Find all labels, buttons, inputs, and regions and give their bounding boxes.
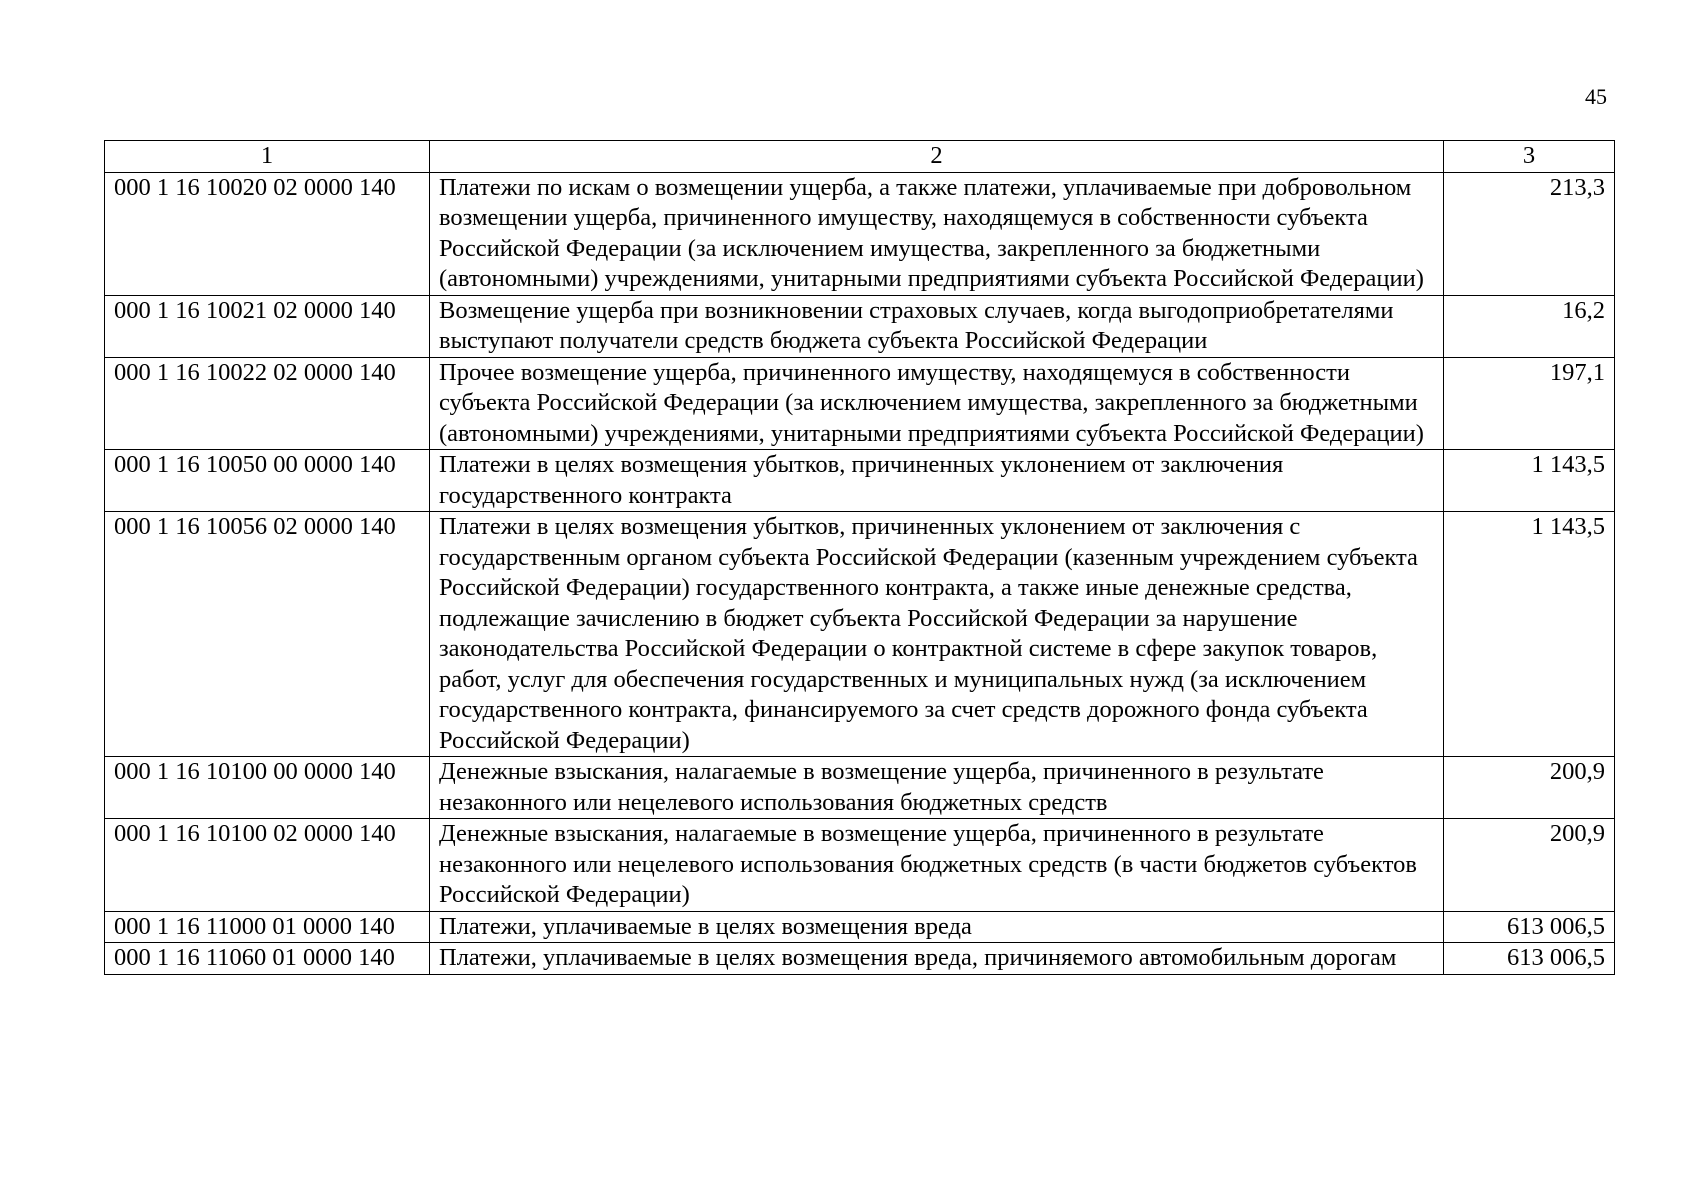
row-value: 1 143,5 <box>1444 450 1615 512</box>
row-code: 000 1 16 11060 01 0000 140 <box>105 943 430 975</box>
table-row <box>105 357 1615 450</box>
row-code: 000 1 16 10100 00 0000 140 <box>105 757 430 819</box>
row-name: Возмещение ущерба при возникновении страховых случаев, когда выгодоприобретателями выступают получатели средств бюджета субъекта Российской Федерации <box>430 295 1444 357</box>
row-value: 613 006,5 <box>1444 911 1615 943</box>
row-name: Платежи, уплачиваемые в целях возмещения вреда, причиняемого автомобильным дорогам <box>430 943 1444 975</box>
row-value: 16,2 <box>1444 295 1615 357</box>
column-header-code: 1 <box>105 141 430 173</box>
table-row <box>105 295 1615 357</box>
column-header-value: 3 <box>1444 141 1615 173</box>
row-value: 1 143,5 <box>1444 512 1615 757</box>
row-code: 000 1 16 10050 00 0000 140 <box>105 450 430 512</box>
column-header-name: 2 <box>430 141 1444 173</box>
row-value: 200,9 <box>1444 757 1615 819</box>
row-code: 000 1 16 10100 02 0000 140 <box>105 819 430 912</box>
table-row <box>105 172 1615 295</box>
row-name: Платежи по искам о возмещении ущерба, а также платежи, уплачиваемые при добровольном возмещении ущерба, причиненного имуществу, находящемуся в собственности субъекта Российской Федерации (за исключением имущества, закрепленного за бюджетными (автономными) учреждениями, унитарными предприятиями субъекта Российской Федерации) <box>430 172 1444 295</box>
row-name: Денежные взыскания, налагаемые в возмещение ущерба, причиненного в результате незаконного или нецелевого использования бюджетных средств <box>430 757 1444 819</box>
row-code: 000 1 16 11000 01 0000 140 <box>105 911 430 943</box>
table-row <box>105 911 1615 943</box>
row-name: Прочее возмещение ущерба, причиненного имуществу, находящемуся в собственности субъекта Российской Федерации (за исключением имущества, закрепленного за бюджетными (автономными) учреждениями, унитарными предприятиями субъекта Российской Федерации) <box>430 357 1444 450</box>
table-row <box>105 943 1615 975</box>
row-value: 613 006,5 <box>1444 943 1615 975</box>
row-code: 000 1 16 10020 02 0000 140 <box>105 172 430 295</box>
row-code: 000 1 16 10056 02 0000 140 <box>105 512 430 757</box>
table-row <box>105 757 1615 819</box>
row-code: 000 1 16 10022 02 0000 140 <box>105 357 430 450</box>
table-header-row <box>105 141 1615 173</box>
table-row <box>105 450 1615 512</box>
row-name: Денежные взыскания, налагаемые в возмещение ущерба, причиненного в результате незаконного или нецелевого использования бюджетных средств (в части бюджетов субъектов Российской Федерации) <box>430 819 1444 912</box>
table-row <box>105 512 1615 757</box>
row-value: 197,1 <box>1444 357 1615 450</box>
row-name: Платежи в целях возмещения убытков, причиненных уклонением от заключения государственного контракта <box>430 450 1444 512</box>
row-value: 200,9 <box>1444 819 1615 912</box>
row-name: Платежи, уплачиваемые в целях возмещения вреда <box>430 911 1444 943</box>
row-value: 213,3 <box>1444 172 1615 295</box>
page-number: 45 <box>1585 84 1607 109</box>
table-row <box>105 819 1615 912</box>
row-name: Платежи в целях возмещения убытков, причиненных уклонением от заключения с государственным органом субъекта Российской Федерации (казенным учреждением субъекта Российской Федерации) государственного контракта, а также иные денежные средства, подлежащие зачислению в бюджет субъекта Российской Федерации за нарушение законодательства Российской Федерации о контрактной системе в сфере закупок товаров, работ, услуг для обеспечения государственных и муниципальных нужд (за исключением государственного контракта, финансируемого за счет средств дорожного фонда субъекта Российской Федерации) <box>430 512 1444 757</box>
budget-revenue-table <box>104 140 1615 975</box>
row-code: 000 1 16 10021 02 0000 140 <box>105 295 430 357</box>
